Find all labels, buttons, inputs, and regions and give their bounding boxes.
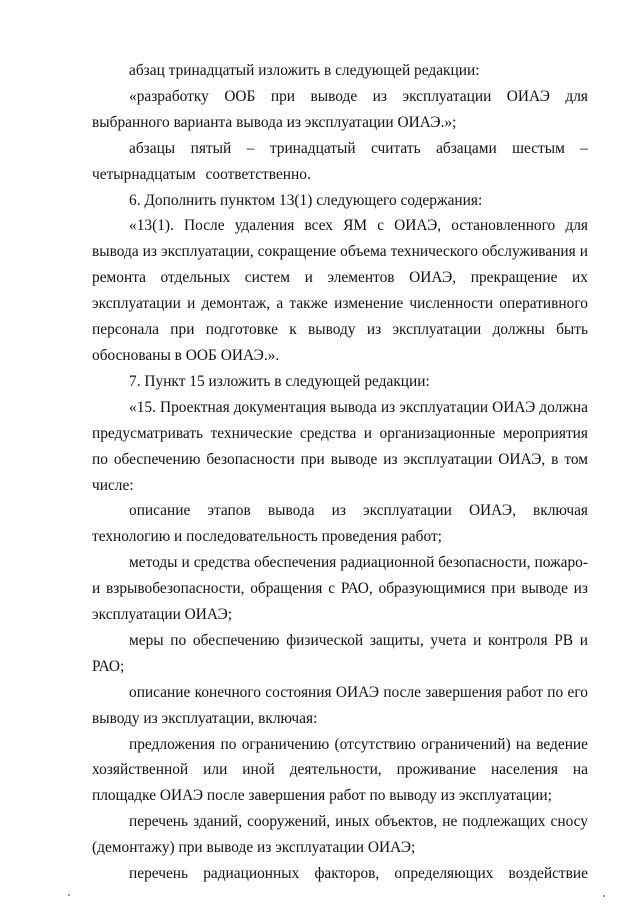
paragraph: абзацы пятый – тринадцатый считать абзацами шестым – четырнадцатым соответственно. <box>92 139 588 183</box>
paragraph: «13(1). После удаления всех ЯМ с ОИАЭ, остановленного для вывода из эксплуатации, сокращение объема технического обслуживания и ремонта отдельных систем и элементов ОИАЭ, прекращение их эксплуатации и демонтаж, а также изменение численности оперативного персонала при подготовке к выводу из эксплуатации должны быть обоснованы в ООБ ОИАЭ.». <box>92 217 588 364</box>
paragraph: предложения по ограничению (отсутствию ограничений) на ведение хозяйственной или иной деятельности, проживание населения на площадке ОИАЭ после завершения работ по выводу из эксплуатации; <box>92 735 588 805</box>
paragraph: перечень радиационных факторов, определяющих воздействие <box>129 865 588 883</box>
paragraph: перечень зданий, сооружений, иных объектов, не подлежащих сносу (демонтажу) при выводе из эксплуатации ОИАЭ; <box>92 813 588 857</box>
scan-speck <box>68 894 70 896</box>
paragraph: описание конечного состояния ОИАЭ после завершения работ по его выводу из эксплуатации, включая: <box>92 683 588 727</box>
paragraph: «15. Проектная документация вывода из эксплуатации ОИАЭ должна предусматривать технические средства и организационные мероприятия по обеспечению безопасности при выводе из эксплуатации ОИАЭ, в том числе: <box>92 398 588 494</box>
paragraph: 6. Дополнить пунктом 13(1) следующего содержания: <box>129 191 483 209</box>
paragraph: «разработку ООБ при выводе из эксплуатации ОИАЭ для выбранного варианта вывода из эксплуатации ОИАЭ.»; <box>92 87 588 131</box>
paragraph: методы и средства обеспечения радиационной безопасности, пожаро- и взрывобезопасности, обращения с РАО, образующимися при выводе из эксплуатации ОИАЭ; <box>92 554 588 624</box>
document-body <box>92 58 588 887</box>
scan-speck <box>603 895 605 897</box>
paragraph: меры по обеспечению физической защиты, учета и контроля РВ и РАО; <box>92 631 588 675</box>
paragraph: абзац тринадцатый изложить в следующей редакции: <box>129 62 480 79</box>
paragraph: описание этапов вывода из эксплуатации ОИАЭ, включая технологию и последовательность проведения работ; <box>92 502 588 546</box>
paragraph: 7. Пункт 15 изложить в следующей редакции: <box>129 372 430 390</box>
